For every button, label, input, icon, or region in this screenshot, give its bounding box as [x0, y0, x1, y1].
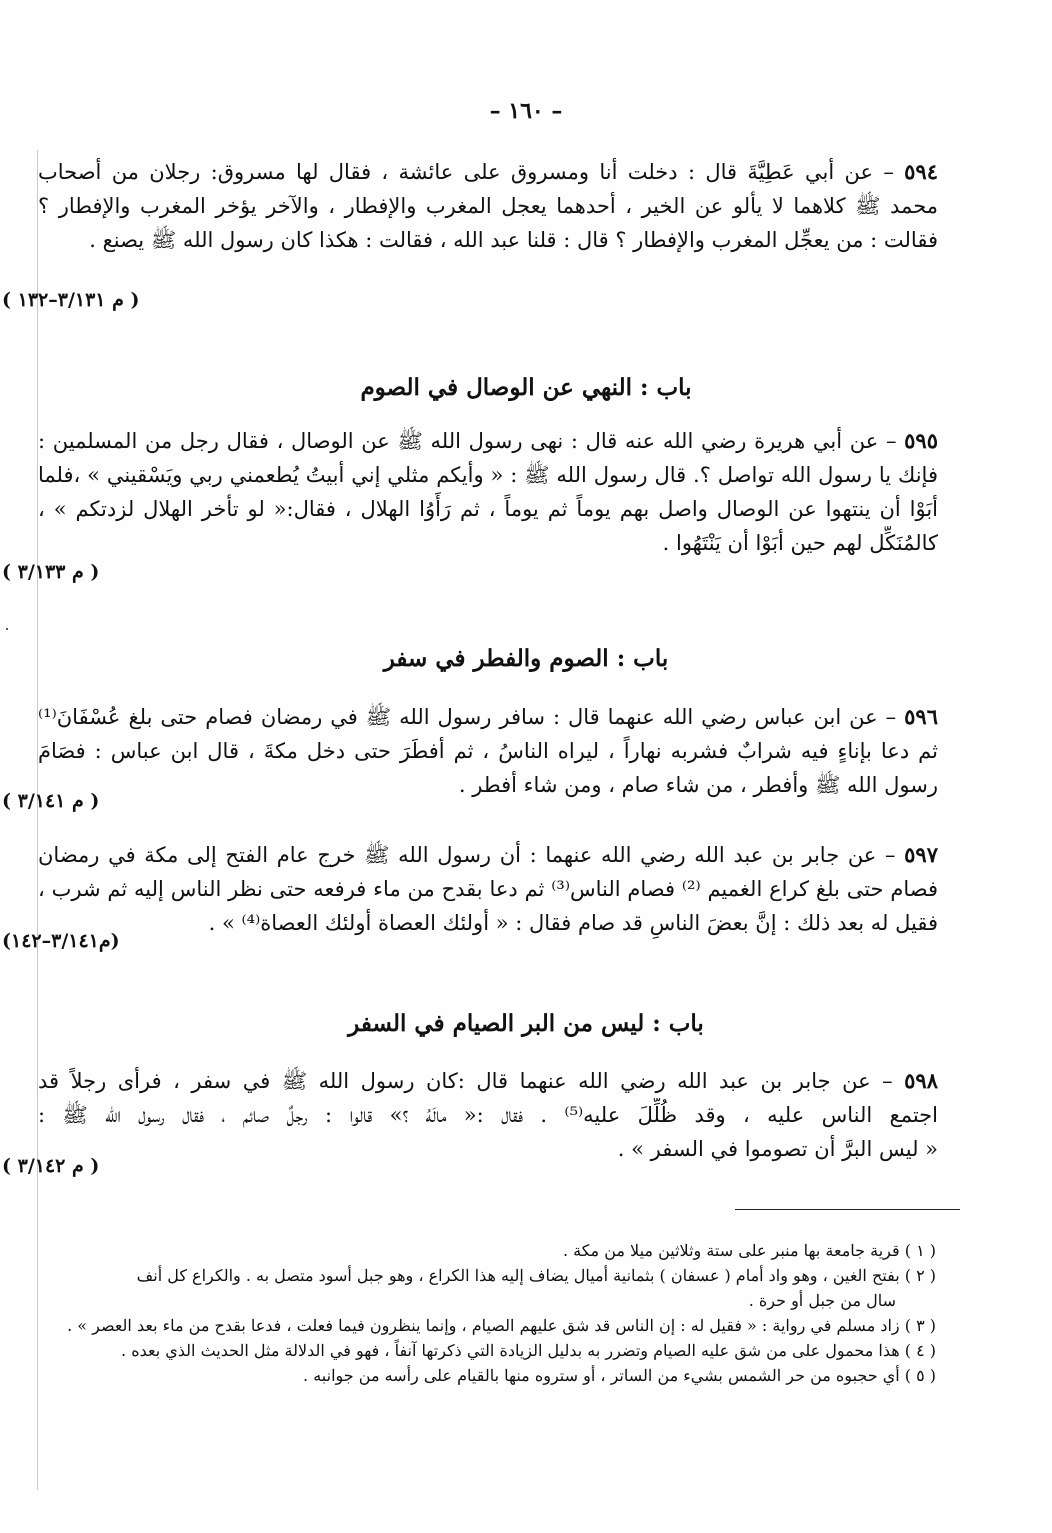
source-reference: (م٣/١٤١–١٤٢): [2, 930, 120, 952]
source-reference: ( م ٣/١٣١–١٣٢ ): [2, 289, 140, 311]
hadith-597: [38, 838, 938, 940]
hadith-line: ٥٩٦ – عن ابن عباس رضي الله عنهما قال : سافر رسول الله ﷺ في رمضان فصام حتى بلغ عُسْفَانَ⁽¹⁾: [38, 704, 938, 729]
hadith-598: [38, 1064, 938, 1166]
hadith-line: ٥٩٤ – عن أبي عَطِيَّةَ قال : دخلت أنا ومسروق على عائشة ، فقال لها مسروق: رجلان من أصحاب: [38, 159, 938, 184]
chapter-heading: باب : الصوم والفطر في سفر: [383, 645, 669, 672]
hadith-number: ٥٩٧: [904, 842, 938, 867]
hadith-line: رسول الله ﷺ وأفطر ، من شاء صام ، ومن شاء أفطر .: [458, 773, 938, 797]
hadith-line: ٥٩٧ – عن جابر بن عبد الله رضي الله عنهما : أن رسول الله ﷺ خرج عام الفتح إلى مكة في رمضان: [38, 842, 938, 867]
footnote: ( ٢ ) بفتح الغين ، وهو واد أمام ( عسفان ) بثمانية أميال يضاف إليه هذا الكراع ، وهو جبل أسود متصل به . والكراع كل أنف: [136, 1266, 936, 1285]
chapter-heading: باب : ليس من البر الصيام في السفر: [348, 1010, 704, 1037]
source-reference: ( م ٣/١٤١ ): [2, 790, 100, 812]
hadith-595: [38, 424, 938, 560]
hadith-line: محمد ﷺ كلاهما لا يألو عن الخير ، أحدهما يعجل المغرب والإفطار ، والآخر يؤخر المغرب والإفطار ؟: [38, 194, 938, 218]
hadith-594: [38, 155, 938, 257]
hadith-number: ٥٩٥: [904, 428, 938, 453]
footnotes: [38, 1238, 936, 1388]
hadith-line: فقيل له بعد ذلك : إنَّ بعضَ الناسِ قد صام فقال : « أولئك العصاة أولئك العصاة⁽⁴⁾ » .: [208, 911, 938, 935]
footnote-continuation: سال من جبل أو حرة .: [748, 1291, 896, 1310]
footnote: ( ٥ ) أي حجبوه من حر الشمس بشيء من الساتر ، أو ستروه منها بالقيام على رأسه من جوانبه .: [303, 1366, 936, 1385]
footnote: ( ٤ ) هذا محمول على من شق عليه الصيام وتضرر به بدليل الزيادة التي ذكرتها آنفاً ، فهو في الدلالة مثل الحديث الذي بعده .: [121, 1341, 936, 1360]
hadith-number: ٥٩٨: [904, 1068, 938, 1093]
footnote: ( ١ ) قرية جامعة بها منبر على ستة وثلاثين ميلا من مكة .: [562, 1241, 936, 1260]
hadith-line: ثم دعا بإناءٍ فيه شرابٌ فشربه نهاراً ، ليراه الناسُ ، ثم أفطَرَ حتى دخل مكةَ ، قال ابن عباس : فصَامَ: [38, 739, 938, 763]
chapter-heading: باب : النهي عن الوصال في الصوم: [360, 374, 692, 401]
hadith-line: « ليس البرَّ أن تصوموا في السفر » .: [617, 1137, 938, 1161]
hadith-line: فصام حتى بلغ كراع الغميم ⁽²⁾ فصام الناس⁽³⁾ ثم دعا بقدح من ماء فرفعه حتى نظر الناس إليه ثم شرب ،: [38, 877, 938, 901]
hadith-line: ٥٩٥ – عن أبي هريرة رضي الله عنه قال : نهى رسول الله ﷺ عن الوصال ، فقال رجل من المسلمين :: [38, 428, 938, 453]
source-reference: ( م ٣/١٣٣ ): [2, 561, 100, 583]
hadith-number: ٥٩٤: [904, 159, 938, 184]
source-reference: ( م ٣/١٤٢ ): [2, 1155, 100, 1177]
hadith-596: [38, 700, 938, 802]
hadith-line: فقالت : من يعجِّل المغرب والإفطار ؟ قال : قلنا عبد الله ، فقالت : هكذا كان رسول الله ﷺ يصنع .: [89, 228, 938, 252]
hadith-line: كالمُنَكِّل لهم حين أبَوْا أن يَنْتَهُوا .: [662, 531, 938, 555]
hadith-line: أبَوْا أن ينتهوا عن الوصال واصل بهم يوماً ثم يوماً ، ثم رَأَوُا الهلال ، فقال:« لو تأخر الهلال لزدتكم » ،: [38, 497, 938, 521]
hadith-line: ٥٩٨ – عن جابر بن عبد الله رضي الله عنهما قال :كان رسول الله ﷺ في سفر ، فرأى رجلاً قد: [38, 1068, 938, 1093]
hadith-line: فإنك يا رسول الله تواصل ؟. قال رسول الله ﷺ : « وأيكم مثلي إني أبيتُ يُطعمني ربي ويَسْقيني » ،فلما: [38, 463, 938, 487]
hadith-number: ٥٩٦: [904, 704, 938, 729]
scan-speck: [6, 628, 8, 630]
hadith-line: اجتمع الناس عليه ، وقد ظُلِّلَ عليه⁽⁵⁾ . فقال :« مالَهُ ؟» قالوا : رجلٌ صائم ، فقال رسول الله ﷺ :: [38, 1103, 938, 1127]
footnote: ( ٣ ) زاد مسلم في رواية : « فقيل له : إن الناس قد شق عليهم الصيام ، وإنما ينظرون فيما فعلت ، فدعا بقدح من ماء بعد العصر » .: [67, 1316, 936, 1335]
page-number: – ١٦٠ –: [489, 98, 563, 124]
footnote-separator: [735, 1209, 960, 1210]
